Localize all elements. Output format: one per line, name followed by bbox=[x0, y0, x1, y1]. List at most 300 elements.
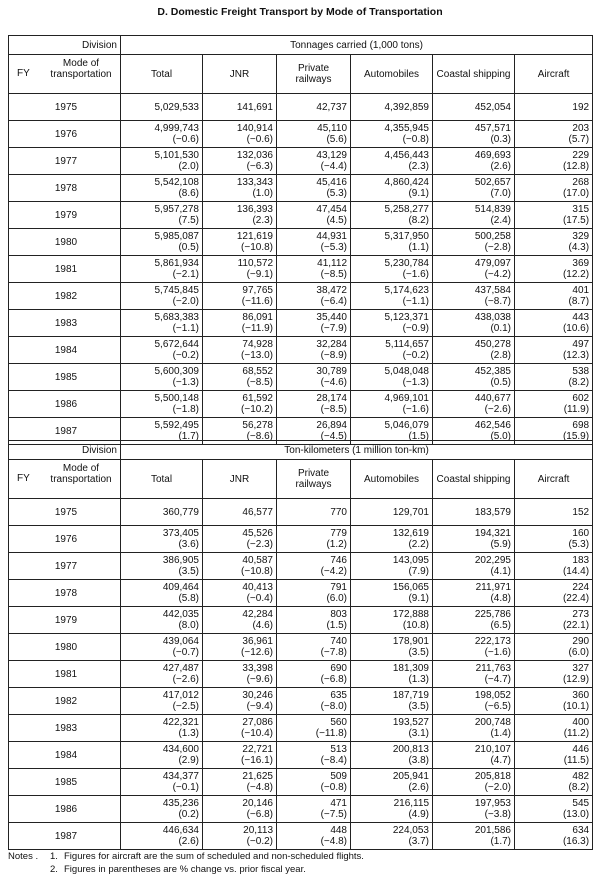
cell-automobiles bbox=[351, 796, 433, 823]
value: 160 bbox=[572, 528, 590, 539]
cell-coastal-shipping bbox=[433, 526, 515, 553]
percent-change: (10.8) bbox=[402, 620, 429, 631]
value: 4,969,101 bbox=[384, 393, 429, 404]
value: 448 bbox=[330, 825, 347, 836]
value: 40,413 bbox=[242, 582, 273, 593]
value: 45,416 bbox=[316, 177, 347, 188]
value: 178,901 bbox=[392, 636, 429, 647]
percent-change: (−8.7) bbox=[484, 296, 511, 307]
cell-aircraft bbox=[515, 796, 593, 823]
value: 440,677 bbox=[474, 393, 511, 404]
percent-change: (5.3) bbox=[568, 539, 590, 550]
col-total: Total bbox=[121, 460, 203, 499]
percent-change: (−8.0) bbox=[320, 701, 347, 712]
cell-coastal-shipping bbox=[433, 256, 515, 283]
value: 560 bbox=[330, 717, 347, 728]
value: 5,101,530 bbox=[154, 150, 199, 161]
cell-total bbox=[121, 796, 203, 823]
cell-aircraft bbox=[515, 256, 593, 283]
percent-change: (2.0) bbox=[178, 161, 199, 172]
percent-change: (2.3) bbox=[408, 161, 429, 172]
percent-change: (10.1) bbox=[562, 701, 590, 712]
cell-jnr bbox=[203, 634, 277, 661]
value: 514,839 bbox=[474, 204, 511, 215]
percent-change: (8.7) bbox=[568, 296, 590, 307]
percent-change: (−0.4) bbox=[246, 593, 273, 604]
table-row bbox=[9, 553, 593, 580]
cell-jnr bbox=[203, 121, 277, 148]
table-row bbox=[9, 121, 593, 148]
percent-change: (−2.6) bbox=[484, 404, 511, 415]
cell-total bbox=[121, 634, 203, 661]
cell-private-railways bbox=[277, 526, 351, 553]
value: 216,115 bbox=[393, 798, 429, 809]
percent-change: (0.1) bbox=[490, 323, 511, 334]
value: 4,860,424 bbox=[384, 177, 429, 188]
cell-automobiles bbox=[351, 229, 433, 256]
cell-aircraft bbox=[515, 607, 593, 634]
value: 197,953 bbox=[474, 798, 511, 809]
value: 422,321 bbox=[162, 717, 199, 728]
cell-private-railways bbox=[277, 823, 351, 850]
cell-total bbox=[121, 229, 203, 256]
value: 446,634 bbox=[162, 825, 199, 836]
value: 172,888 bbox=[392, 609, 429, 620]
cell-automobiles bbox=[351, 499, 433, 526]
value: 437,584 bbox=[474, 285, 511, 296]
value: 5,230,784 bbox=[384, 258, 429, 269]
unit-header: Ton-kilometers (1 million ton-km) bbox=[121, 441, 593, 460]
cell-private-railways bbox=[277, 391, 351, 418]
value: 469,693 bbox=[474, 150, 511, 161]
unit-header: Tonnages carried (1,000 tons) bbox=[121, 36, 593, 55]
percent-change: (1.7) bbox=[490, 836, 511, 847]
value: 5,861,934 bbox=[154, 258, 199, 269]
value: 44,931 bbox=[316, 231, 347, 242]
percent-change: (−0.8) bbox=[320, 782, 347, 793]
percent-change: (12.9) bbox=[562, 674, 590, 685]
percent-change: (−0.1) bbox=[172, 782, 199, 793]
cell-private-railways bbox=[277, 769, 351, 796]
col-jnr: JNR bbox=[203, 460, 277, 499]
value: 791 bbox=[330, 582, 347, 593]
table-row bbox=[9, 148, 593, 175]
value: 129,701 bbox=[392, 506, 429, 518]
table-row bbox=[9, 688, 593, 715]
cell-coastal-shipping bbox=[433, 769, 515, 796]
cell-private-railways bbox=[277, 94, 351, 121]
percent-change: (3.8) bbox=[408, 755, 429, 766]
value: 35,440 bbox=[316, 312, 347, 323]
cell-jnr bbox=[203, 391, 277, 418]
table-row bbox=[9, 337, 593, 364]
percent-change: (−9.4) bbox=[246, 701, 273, 712]
value: 360 bbox=[572, 690, 590, 701]
value: 20,113 bbox=[243, 825, 273, 836]
percent-change: (−10.2) bbox=[241, 404, 273, 415]
value: 427,487 bbox=[162, 663, 199, 674]
cell-jnr bbox=[203, 94, 277, 121]
cell-coastal-shipping bbox=[433, 499, 515, 526]
col-coastal-shipping: Coastal shipping bbox=[433, 460, 515, 499]
percent-change: (3.5) bbox=[408, 701, 429, 712]
percent-change: (−0.9) bbox=[402, 323, 429, 334]
percent-change: (−9.6) bbox=[246, 674, 273, 685]
cell-total bbox=[121, 742, 203, 769]
percent-change: (2.2) bbox=[408, 539, 429, 550]
cell-jnr bbox=[203, 526, 277, 553]
percent-change: (−16.1) bbox=[241, 755, 273, 766]
percent-change: (22.4) bbox=[562, 593, 590, 604]
value: 479,097 bbox=[474, 258, 511, 269]
cell-aircraft bbox=[515, 391, 593, 418]
cell-total bbox=[121, 553, 203, 580]
cell-aircraft bbox=[515, 634, 593, 661]
value: 803 bbox=[330, 609, 347, 620]
note-text: Figures for aircraft are the sum of scheduled and non-scheduled flights. bbox=[64, 851, 364, 862]
percent-change: (−4.7) bbox=[484, 674, 511, 685]
percent-change: (4.5) bbox=[326, 215, 347, 226]
table-row bbox=[9, 823, 593, 850]
note-text: Figures in parentheses are % change vs. prior fiscal year. bbox=[64, 864, 306, 875]
cell-private-railways bbox=[277, 148, 351, 175]
value: 770 bbox=[330, 506, 347, 518]
value: 446 bbox=[572, 744, 590, 755]
cell-total bbox=[121, 175, 203, 202]
value: 327 bbox=[572, 663, 590, 674]
value: 373,405 bbox=[162, 528, 199, 539]
cell-private-railways bbox=[277, 283, 351, 310]
percent-change: (−8.4) bbox=[320, 755, 347, 766]
percent-change: (−0.2) bbox=[246, 836, 273, 847]
cell-aircraft bbox=[515, 823, 593, 850]
percent-change: (1.3) bbox=[408, 674, 429, 685]
percent-change: (2.6) bbox=[178, 836, 199, 847]
cell-automobiles bbox=[351, 256, 433, 283]
cell-total bbox=[121, 283, 203, 310]
cell-automobiles bbox=[351, 580, 433, 607]
cell-total bbox=[121, 607, 203, 634]
value: 224,053 bbox=[392, 825, 429, 836]
cell-jnr bbox=[203, 742, 277, 769]
fy-cell: 1987 bbox=[9, 823, 121, 850]
cell-coastal-shipping bbox=[433, 148, 515, 175]
cell-private-railways bbox=[277, 229, 351, 256]
cell-coastal-shipping bbox=[433, 337, 515, 364]
column-header-row bbox=[9, 55, 593, 94]
cell-automobiles bbox=[351, 283, 433, 310]
fy-cell: 1982 bbox=[9, 688, 121, 715]
cell-aircraft bbox=[515, 202, 593, 229]
fy-label: FY bbox=[17, 68, 30, 79]
percent-change: (4.1) bbox=[490, 566, 511, 577]
cell-coastal-shipping bbox=[433, 94, 515, 121]
percent-change: (3.6) bbox=[178, 539, 199, 550]
cell-aircraft bbox=[515, 310, 593, 337]
value: 27,086 bbox=[242, 717, 273, 728]
value: 22,721 bbox=[242, 744, 273, 755]
percent-change: (1.4) bbox=[490, 728, 511, 739]
cell-jnr bbox=[203, 607, 277, 634]
cell-coastal-shipping bbox=[433, 121, 515, 148]
cell-aircraft bbox=[515, 499, 593, 526]
cell-automobiles bbox=[351, 175, 433, 202]
cell-total bbox=[121, 202, 203, 229]
value: 201,586 bbox=[474, 825, 511, 836]
cell-aircraft bbox=[515, 742, 593, 769]
percent-change: (2.8) bbox=[490, 350, 511, 361]
percent-change: (9.1) bbox=[408, 188, 429, 199]
value: 5,542,108 bbox=[154, 177, 199, 188]
cell-jnr bbox=[203, 148, 277, 175]
table-row bbox=[9, 769, 593, 796]
col-aircraft: Aircraft bbox=[515, 460, 593, 499]
fy-mode-header bbox=[9, 460, 121, 499]
cell-private-railways bbox=[277, 337, 351, 364]
col-automobiles: Automobiles bbox=[351, 460, 433, 499]
percent-change: (−2.1) bbox=[172, 269, 199, 280]
fy-cell: 1985 bbox=[9, 769, 121, 796]
percent-change: (−4.2) bbox=[484, 269, 511, 280]
value: 471 bbox=[330, 798, 347, 809]
table-row bbox=[9, 256, 593, 283]
value: 369 bbox=[572, 258, 590, 269]
percent-change: (−1.3) bbox=[402, 377, 429, 388]
percent-change: (−0.6) bbox=[246, 134, 273, 145]
percent-change: (3.5) bbox=[178, 566, 199, 577]
percent-change: (−3.8) bbox=[484, 809, 511, 820]
value: 43,129 bbox=[316, 150, 347, 161]
mode-label: Mode of transportation bbox=[50, 58, 112, 80]
cell-automobiles bbox=[351, 364, 433, 391]
percent-change: (−2.3) bbox=[246, 539, 273, 550]
percent-change: (−6.4) bbox=[320, 296, 347, 307]
table-row bbox=[9, 94, 593, 121]
percent-change: (−8.6) bbox=[246, 431, 273, 442]
cell-total bbox=[121, 688, 203, 715]
cell-jnr bbox=[203, 175, 277, 202]
cell-jnr bbox=[203, 364, 277, 391]
cell-automobiles bbox=[351, 121, 433, 148]
value: 187,719 bbox=[392, 690, 429, 701]
percent-change: (10.6) bbox=[562, 323, 590, 334]
cell-private-railways bbox=[277, 661, 351, 688]
value: 110,572 bbox=[237, 258, 273, 269]
col-coastal-shipping: Coastal shipping bbox=[433, 55, 515, 94]
cell-coastal-shipping bbox=[433, 175, 515, 202]
table-row bbox=[9, 364, 593, 391]
cell-total bbox=[121, 337, 203, 364]
cell-jnr bbox=[203, 229, 277, 256]
cell-coastal-shipping bbox=[433, 823, 515, 850]
notes-label: Notes . bbox=[8, 851, 39, 862]
cell-automobiles bbox=[351, 823, 433, 850]
cell-automobiles bbox=[351, 148, 433, 175]
value: 205,818 bbox=[474, 771, 511, 782]
percent-change: (11.2) bbox=[563, 728, 590, 739]
value: 434,600 bbox=[162, 744, 199, 755]
value: 229 bbox=[572, 150, 590, 161]
value: 434,377 bbox=[162, 771, 199, 782]
cell-private-railways bbox=[277, 688, 351, 715]
cell-total bbox=[121, 256, 203, 283]
value: 202,295 bbox=[474, 555, 511, 566]
percent-change: (0.5) bbox=[490, 377, 511, 388]
fy-cell: 1980 bbox=[9, 634, 121, 661]
percent-change: (1.7) bbox=[178, 431, 199, 442]
cell-coastal-shipping bbox=[433, 796, 515, 823]
cell-coastal-shipping bbox=[433, 715, 515, 742]
value: 211,763 bbox=[475, 663, 511, 674]
value: 156,065 bbox=[392, 582, 429, 593]
cell-coastal-shipping bbox=[433, 742, 515, 769]
percent-change: (8.0) bbox=[178, 620, 199, 631]
percent-change: (−13.0) bbox=[241, 350, 273, 361]
value: 21,625 bbox=[242, 771, 273, 782]
percent-change: (5.3) bbox=[326, 188, 347, 199]
fy-cell: 1982 bbox=[9, 283, 121, 310]
col-total: Total bbox=[121, 55, 203, 94]
value: 183,579 bbox=[474, 506, 511, 518]
percent-change: (−1.6) bbox=[484, 647, 511, 658]
percent-change: (−2.5) bbox=[172, 701, 199, 712]
percent-change: (1.5) bbox=[326, 620, 347, 631]
value: 38,472 bbox=[316, 285, 347, 296]
value: 47,454 bbox=[316, 204, 347, 215]
header-row bbox=[9, 36, 593, 55]
cell-aircraft bbox=[515, 553, 593, 580]
value: 290 bbox=[572, 636, 590, 647]
cell-jnr bbox=[203, 823, 277, 850]
percent-change: (−4.2) bbox=[320, 566, 347, 577]
value: 435,236 bbox=[162, 798, 199, 809]
cell-private-railways bbox=[277, 580, 351, 607]
value: 443 bbox=[572, 312, 590, 323]
percent-change: (12.8) bbox=[562, 161, 590, 172]
value: 4,355,945 bbox=[384, 123, 429, 134]
cell-jnr bbox=[203, 499, 277, 526]
value: 4,456,443 bbox=[384, 150, 429, 161]
table-row bbox=[9, 661, 593, 688]
value: 635 bbox=[330, 690, 347, 701]
cell-automobiles bbox=[351, 526, 433, 553]
percent-change: (12.3) bbox=[562, 350, 590, 361]
fy-cell: 1986 bbox=[9, 796, 121, 823]
value: 5,600,309 bbox=[154, 366, 199, 377]
percent-change: (−0.2) bbox=[172, 350, 199, 361]
value: 538 bbox=[572, 366, 590, 377]
value: 5,114,657 bbox=[385, 339, 429, 350]
fy-cell: 1975 bbox=[9, 499, 121, 526]
division-label: Division bbox=[9, 441, 121, 460]
cell-coastal-shipping bbox=[433, 688, 515, 715]
tonnage-table bbox=[8, 35, 593, 445]
cell-jnr bbox=[203, 580, 277, 607]
fy-cell: 1981 bbox=[9, 661, 121, 688]
percent-change: (0.2) bbox=[178, 809, 199, 820]
value: 200,748 bbox=[474, 717, 511, 728]
value: 4,392,859 bbox=[384, 101, 429, 113]
percent-change: (7.0) bbox=[490, 188, 511, 199]
table-row bbox=[9, 796, 593, 823]
col-jnr: JNR bbox=[203, 55, 277, 94]
cell-aircraft bbox=[515, 121, 593, 148]
cell-aircraft bbox=[515, 148, 593, 175]
cell-total bbox=[121, 499, 203, 526]
percent-change: (1.0) bbox=[252, 188, 273, 199]
value: 329 bbox=[572, 231, 590, 242]
value: 5,174,623 bbox=[384, 285, 429, 296]
value: 450,278 bbox=[474, 339, 511, 350]
cell-total bbox=[121, 391, 203, 418]
value: 193,527 bbox=[392, 717, 429, 728]
ton-km-table bbox=[8, 440, 593, 850]
cell-total bbox=[121, 580, 203, 607]
fy-cell: 1975 bbox=[9, 94, 121, 121]
percent-change: (−0.7) bbox=[172, 647, 199, 658]
table-row bbox=[9, 229, 593, 256]
percent-change: (17.0) bbox=[562, 188, 590, 199]
cell-aircraft bbox=[515, 283, 593, 310]
cell-total bbox=[121, 526, 203, 553]
percent-change: (−0.8) bbox=[402, 134, 429, 145]
value: 779 bbox=[330, 528, 347, 539]
cell-aircraft bbox=[515, 337, 593, 364]
value: 746 bbox=[330, 555, 347, 566]
tonnage-table-body bbox=[9, 36, 593, 445]
value: 210,107 bbox=[474, 744, 511, 755]
cell-jnr bbox=[203, 256, 277, 283]
value: 225,786 bbox=[474, 609, 511, 620]
cell-coastal-shipping bbox=[433, 580, 515, 607]
percent-change: (3.5) bbox=[408, 647, 429, 658]
percent-change: (−0.2) bbox=[402, 350, 429, 361]
note-1 bbox=[8, 850, 364, 863]
percent-change: (6.0) bbox=[568, 647, 590, 658]
cell-total bbox=[121, 364, 203, 391]
value: 482 bbox=[572, 771, 590, 782]
value: 409,464 bbox=[162, 582, 199, 593]
fy-cell: 1984 bbox=[9, 742, 121, 769]
percent-change: (15.9) bbox=[562, 431, 590, 442]
value: 698 bbox=[572, 420, 590, 431]
value: 315 bbox=[572, 204, 590, 215]
percent-change: (14.4) bbox=[562, 566, 590, 577]
cell-total bbox=[121, 715, 203, 742]
notes bbox=[8, 850, 364, 876]
col-private-railways: Private railways bbox=[277, 55, 351, 94]
value: 5,500,148 bbox=[154, 393, 199, 404]
value: 5,672,644 bbox=[154, 339, 199, 350]
value: 68,552 bbox=[242, 366, 273, 377]
value: 211,971 bbox=[475, 582, 511, 593]
fy-cell: 1987 bbox=[9, 418, 121, 445]
cell-coastal-shipping bbox=[433, 202, 515, 229]
value: 500,258 bbox=[474, 231, 511, 242]
percent-change: (3.7) bbox=[408, 836, 429, 847]
cell-private-railways bbox=[277, 499, 351, 526]
value: 509 bbox=[330, 771, 347, 782]
value: 222,173 bbox=[474, 636, 511, 647]
value: 28,174 bbox=[316, 393, 347, 404]
percent-change: (2.9) bbox=[178, 755, 199, 766]
fy-cell: 1981 bbox=[9, 256, 121, 283]
mode-label: Mode of transportation bbox=[50, 463, 112, 485]
percent-change: (−2.0) bbox=[172, 296, 199, 307]
percent-change: (8.6) bbox=[178, 188, 199, 199]
percent-change: (1.2) bbox=[326, 539, 347, 550]
value: 97,765 bbox=[242, 285, 273, 296]
